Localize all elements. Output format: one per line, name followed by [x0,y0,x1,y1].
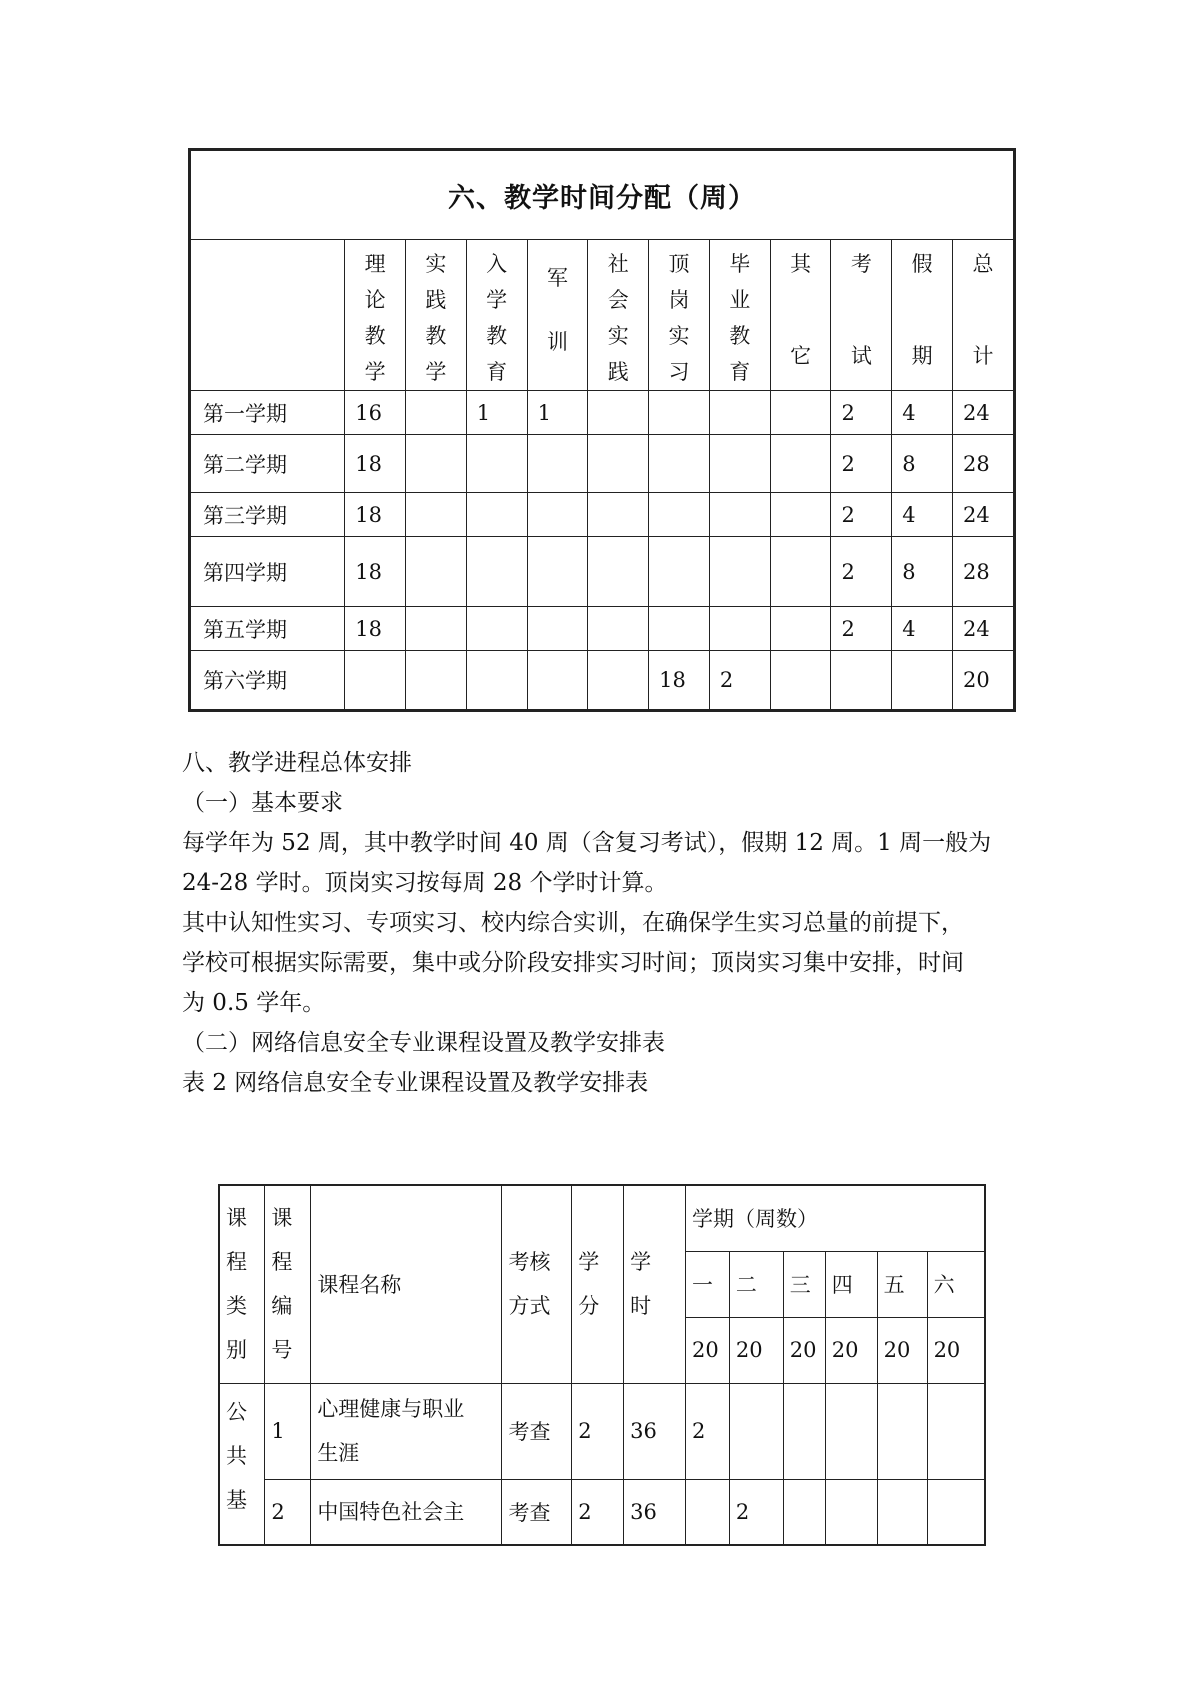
table-cell: 24 [953,607,1015,651]
header-char: 公 [226,1399,247,1424]
table-cell [466,607,527,651]
header-char: 其 [790,252,812,276]
table-cell [588,607,649,651]
header-char: 岗 [668,288,690,312]
table-cell: 2 [831,537,892,607]
weeks-cell: 20 [783,1317,825,1383]
header-char: 考核 [508,1250,551,1275]
semester-value [927,1383,985,1479]
semester-value [877,1479,927,1545]
table-cell [406,607,467,651]
semester-value [825,1383,877,1479]
table-cell [770,537,831,607]
table-cell: 1 [527,391,588,435]
table-cell: 18 [345,537,406,607]
header-char: 学 [425,360,447,384]
table-cell [406,537,467,607]
header-char: 学 [364,360,386,384]
header-char: 践 [607,360,629,384]
paragraph-2-line-1: 其中认知性实习、专项实习、校内综合实训，在确保学生实习总量的前提下， [182,910,964,936]
header-char: 育 [486,360,508,384]
course-schedule-table [218,1184,986,1546]
semester-cell: 五 [877,1251,927,1317]
semester-label: 第二学期 [190,435,345,493]
exam-method: 考查 [502,1479,572,1545]
header-char: 基 [226,1487,247,1512]
table-cell [406,391,467,435]
table1-col-header [831,240,892,391]
weeks-cell: 20 [729,1317,783,1383]
table-cell [345,651,406,711]
semester-label: 第三学期 [190,493,345,537]
header-char: 实 [425,252,447,276]
table-cell [649,537,710,607]
header-char: 社 [607,252,629,276]
table-cell: 24 [953,391,1015,435]
header-char: 论 [364,288,386,312]
semester-value [825,1479,877,1545]
header-char: 编 [271,1294,293,1319]
table-cell [770,651,831,711]
table-cell [527,537,588,607]
table1-col-header [649,240,710,391]
header-hours [624,1185,686,1383]
header-course-code [265,1185,311,1383]
header-char: 学 [630,1250,652,1275]
subsection-basic-requirements: （一）基本要求 [182,790,343,816]
table1-col-header [345,240,406,391]
table1-col-header [406,240,467,391]
table-cell: 1 [466,391,527,435]
course-name [311,1383,502,1479]
header-course-name: 课程名称 [311,1185,502,1383]
header-char: 试 [850,344,872,368]
semester-value [927,1479,985,1545]
header-char: 学 [486,288,508,312]
header-char: 考 [850,252,872,276]
table-cell: 18 [345,607,406,651]
table-cell: 8 [892,537,953,607]
header-char: 业 [729,288,751,312]
category-cell [219,1383,265,1545]
table-cell [588,537,649,607]
semester-label: 第一学期 [190,391,345,435]
header-char: 习 [668,360,690,384]
table-cell [892,651,953,711]
semester-value: 2 [729,1479,783,1545]
header-exam-method [502,1185,572,1383]
table1-col-header [770,240,831,391]
table-cell [588,651,649,711]
table-cell: 18 [649,651,710,711]
credit: 2 [572,1479,624,1545]
table-row [219,1383,985,1479]
table-cell [406,651,467,711]
table1-corner-cell [190,240,345,391]
table-cell [709,607,770,651]
table-cell [588,391,649,435]
header-char: 程 [271,1250,293,1275]
table-cell [527,435,588,493]
paragraph-1-line-1: 每学年为 52 周，其中教学时间 40 周（含复习考试），假期 12 周。1 周一般为 [182,830,992,856]
semester-cell: 四 [825,1251,877,1317]
header-char: 会 [607,288,629,312]
header-char: 假 [911,252,933,276]
table-cell [649,607,710,651]
semester-value [783,1479,825,1545]
table-cell [527,607,588,651]
table-row [190,391,1015,435]
table-cell [770,607,831,651]
paragraph-1-line-2: 24-28 学时。顶岗实习按每周 28 个学时计算。 [182,870,668,896]
table-cell: 2 [831,391,892,435]
table1-col-header [588,240,649,391]
table-cell [709,391,770,435]
table-cell [831,651,892,711]
table1-col-header [466,240,527,391]
table1-col-header [953,240,1015,391]
header-char: 入 [486,252,508,276]
semester-value [729,1383,783,1479]
semester-value [685,1479,729,1545]
header-char: 方式 [508,1294,551,1319]
semester-cell: 一 [685,1251,729,1317]
semester-value [877,1383,927,1479]
table-cell: 18 [345,493,406,537]
semester-cell: 六 [927,1251,985,1317]
table-cell: 4 [892,493,953,537]
table2-caption: 表 2 网络信息安全专业课程设置及教学安排表 [182,1070,649,1096]
table-row [190,607,1015,651]
header-char: 课 [226,1206,247,1231]
header-char: 类 [226,1294,247,1319]
table-cell [770,493,831,537]
teaching-time-table [188,148,1016,712]
header-char: 期 [911,344,933,368]
course-name-line: 生涯 [317,1441,360,1465]
table-cell: 2 [831,435,892,493]
table-cell [770,435,831,493]
header-char: 别 [226,1338,247,1363]
table-cell: 18 [345,435,406,493]
table-cell [649,391,710,435]
table-cell [466,651,527,711]
header-char: 时 [630,1294,652,1319]
table-cell: 20 [953,651,1015,711]
table-cell [406,493,467,537]
header-char: 实 [668,324,690,348]
header-char: 军 [546,266,568,290]
table-cell: 24 [953,493,1015,537]
table-cell [588,493,649,537]
header-char: 号 [271,1338,293,1363]
header-char: 教 [425,324,447,348]
table-cell: 28 [953,537,1015,607]
header-char: 育 [729,360,751,384]
header-char: 训 [546,330,568,354]
table-row [219,1479,985,1545]
table-cell [466,493,527,537]
table-cell: 28 [953,435,1015,493]
course-name [311,1479,502,1545]
header-char: 毕 [729,252,751,276]
table-cell: 2 [831,493,892,537]
header-char: 计 [972,344,994,368]
hours: 36 [624,1479,686,1545]
header-char: 共 [226,1443,247,1468]
table-cell: 4 [892,391,953,435]
table1-col-header [709,240,770,391]
table-row [190,537,1015,607]
header-char: 总 [972,252,994,276]
table-cell [466,537,527,607]
weeks-cell: 20 [877,1317,927,1383]
header-char: 践 [425,288,447,312]
table-cell [527,651,588,711]
table1-col-header [892,240,953,391]
course-code: 1 [265,1383,311,1479]
table1-header-row [190,240,1015,391]
header-char: 理 [364,252,386,276]
semester-cell: 三 [783,1251,825,1317]
table-cell [709,537,770,607]
header-semester: 学期（周数） [685,1185,985,1251]
table-cell: 2 [831,607,892,651]
table-cell [527,493,588,537]
header-char: 教 [364,324,386,348]
semester-label: 第六学期 [190,651,345,711]
course-name-line: 中国特色社会主 [317,1499,465,1524]
weeks-cell: 20 [685,1317,729,1383]
table-cell [709,435,770,493]
weeks-cell: 20 [927,1317,985,1383]
table-cell: 8 [892,435,953,493]
table-cell: 16 [345,391,406,435]
header-char: 程 [226,1250,247,1275]
table1-col-header [527,240,588,391]
hours: 36 [624,1383,686,1479]
weeks-cell: 20 [825,1317,877,1383]
table-cell [649,435,710,493]
header-char: 课 [271,1206,293,1231]
header-char: 教 [729,324,751,348]
paragraph-2-line-2: 学校可根据实际需要，集中或分阶段安排实习时间；顶岗实习集中安排，时间 [182,950,964,976]
header-credit [572,1185,624,1383]
header-char: 教 [486,324,508,348]
table-cell [770,391,831,435]
semester-label: 第五学期 [190,607,345,651]
header-course-category [219,1185,265,1383]
header-char: 顶 [668,252,690,276]
semester-cell: 二 [729,1251,783,1317]
header-char: 实 [607,324,629,348]
table-cell [588,435,649,493]
table-row [190,651,1015,711]
section-heading: 八、教学进程总体安排 [182,750,412,776]
semester-value: 2 [685,1383,729,1479]
table-row [190,435,1015,493]
paragraph-2-line-3: 为 0.5 学年。 [182,990,326,1016]
semester-value [783,1383,825,1479]
semester-label: 第四学期 [190,537,345,607]
table-cell [406,435,467,493]
subsection-course-table: （二）网络信息安全专业课程设置及教学安排表 [182,1030,665,1056]
course-name-line: 心理健康与职业 [317,1397,465,1421]
table-cell [466,435,527,493]
table-cell [709,493,770,537]
table-cell [649,493,710,537]
course-code: 2 [265,1479,311,1545]
table-cell: 2 [709,651,770,711]
header-char: 分 [578,1294,600,1319]
exam-method: 考查 [502,1383,572,1479]
table-cell: 4 [892,607,953,651]
table-row [190,493,1015,537]
header-char: 学 [578,1250,600,1275]
credit: 2 [572,1383,624,1479]
header-char: 它 [790,344,812,368]
table1-title: 六、教学时间分配（周） [190,150,1015,240]
